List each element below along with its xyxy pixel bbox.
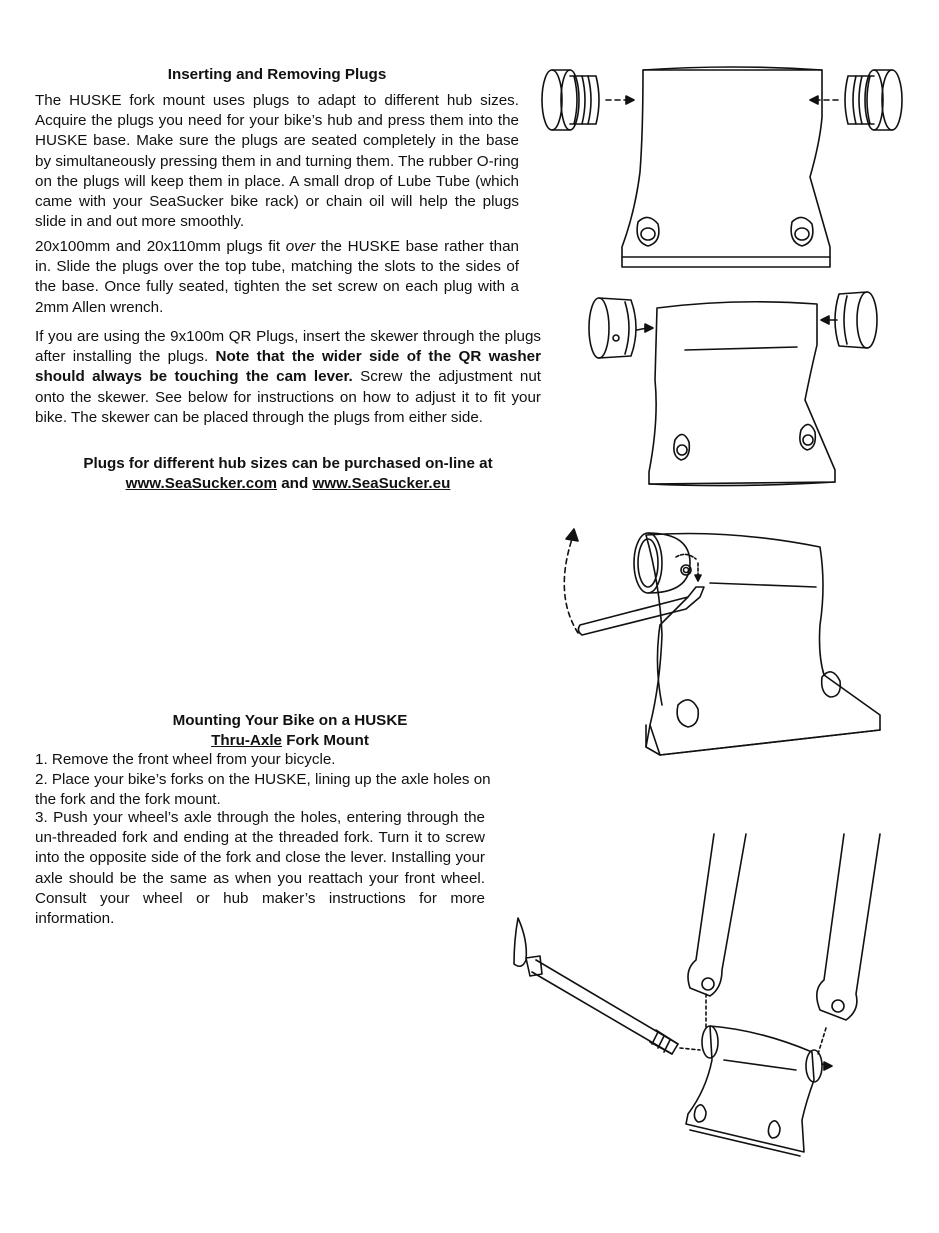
plugs-note-line2 bbox=[35, 474, 541, 494]
p2-emphasis: over bbox=[285, 238, 316, 255]
paragraph-qr-plugs bbox=[35, 327, 541, 428]
step-3: 3. Push your wheel’s axle through the holes, entering through the un-threaded fork and ending at the threaded fork. Turn it to screw into the opposite side of the fork and close the lever. Installing your axle should be the same as when you reattach your front wheel. Consult your wheel or hub maker’s instructions for more information. bbox=[35, 809, 485, 928]
p3-bold-note: Note that the wider side of the QR washer should always be touching the cam lever. bbox=[35, 348, 541, 386]
thru-axle-underlined: Thru-Axle bbox=[211, 732, 282, 749]
plugs-note-and: and bbox=[277, 475, 313, 493]
section-title-plugs: Inserting and Removing Plugs bbox=[167, 66, 387, 83]
plugs-note-line1: Plugs for different hub sizes can be purchased on-line at bbox=[83, 455, 493, 472]
step-2-line2: the fork and the fork mount. bbox=[35, 791, 221, 808]
over-plug-illustration bbox=[585, 290, 885, 490]
mounting-title-line1: Mounting Your Bike on a HUSKE bbox=[172, 712, 408, 729]
p3-text-b: Screw the adjustment nut onto the skewer. See below for instructions on how to adjust it to fit your bike. The skewer can be placed through the plugs from either side. bbox=[35, 368, 541, 426]
p3-text-a: If you are using the 9x100m QR Plugs, insert the skewer through the plugs after installing the plugs. bbox=[35, 328, 541, 366]
p2-text-a: 20x100mm and 20x110mm plugs fit bbox=[35, 238, 286, 255]
plug-insertion-illustration bbox=[530, 62, 910, 272]
seasucker-eu-link[interactable]: www.SeaSucker.eu bbox=[312, 475, 451, 493]
allen-wrench-illustration bbox=[550, 525, 890, 765]
seasucker-com-link[interactable]: www.SeaSucker.com bbox=[125, 475, 278, 493]
mounting-title-line2 bbox=[60, 731, 520, 751]
step-1: 1. Remove the front wheel from your bicycle. bbox=[35, 751, 336, 768]
paragraph-plugs-intro: The HUSKE fork mount uses plugs to adapt to different hub sizes. Acquire the plugs you need for your bike’s hub and press them into the HUSKE base. Make sure the plugs are seated completely in the base by simultaneously pressing them in and turning them. The rubber O-ring on the plugs will keep them in place. A small drop of Lube Tube (which came with your SeaSucker bike rack) or chain oil will help the plugs slide in and out more smoothly. bbox=[35, 92, 519, 231]
thru-axle-illustration bbox=[500, 830, 910, 1160]
plugs-purchase-note bbox=[35, 454, 541, 494]
paragraph-over-plugs bbox=[35, 237, 519, 318]
p2-text-b: the HUSKE base rather than in. Slide the plugs over the top tube, matching the slots to the sides of the base. Once fully seated, tighten the set screw on each plug with a 2mm Allen wrench. bbox=[35, 238, 519, 316]
section-title-mounting bbox=[60, 711, 520, 751]
mounting-title-rest: Fork Mount bbox=[282, 732, 369, 749]
step-2-line1: 2. Place your bike’s forks on the HUSKE, lining up the axle holes on bbox=[35, 771, 491, 788]
